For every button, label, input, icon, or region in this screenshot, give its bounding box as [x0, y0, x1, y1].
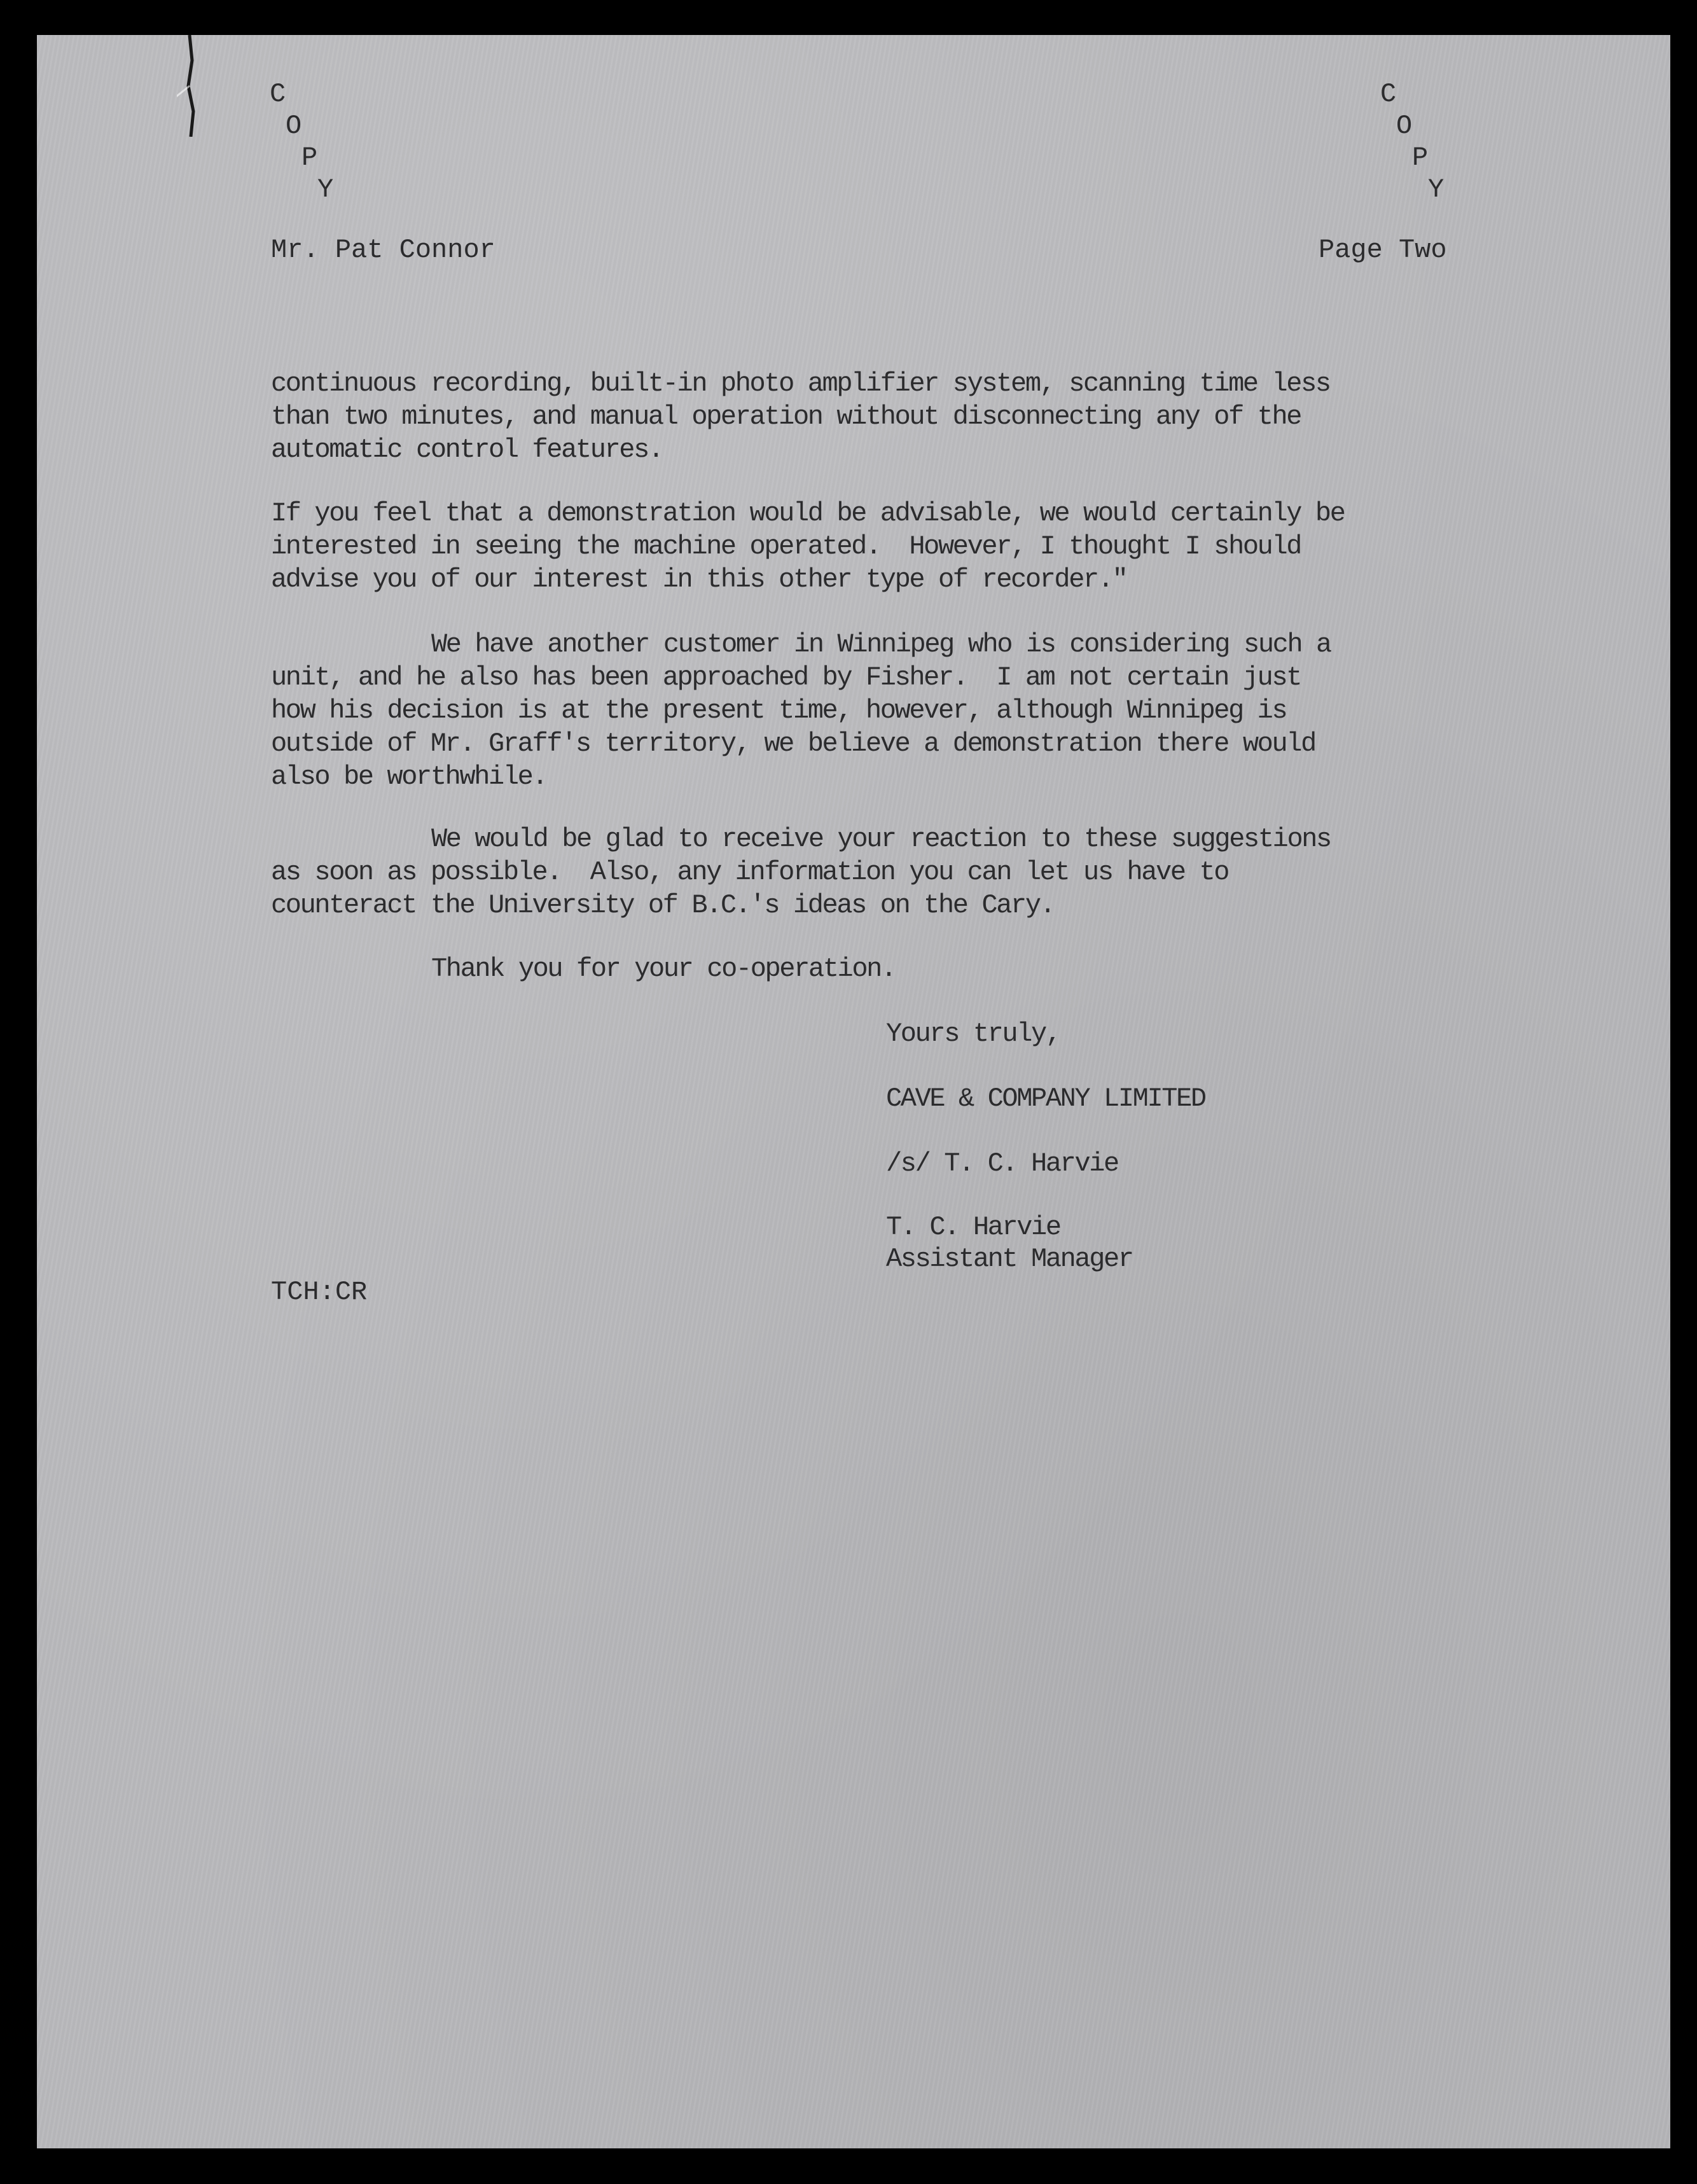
text-line: than two minutes, and manual operation without disconnecting any of the [271, 401, 1301, 432]
copy-letter: O [286, 111, 302, 141]
closing-thanks: Thank you for your co-operation. [431, 954, 896, 984]
text-line: If you feel that a demonstration would be advisable, we would certainly be [271, 498, 1345, 529]
text-line: automatic control features. [271, 435, 663, 465]
text-line: how his decision is at the present time, however, although Winnipeg is [271, 695, 1287, 726]
text-line: We would be glad to receive your reaction to these suggestions [431, 824, 1331, 854]
signer-name: T. C. Harvie [886, 1212, 1060, 1242]
company-name: CAVE & COMPANY LIMITED [886, 1083, 1205, 1114]
text-line: counteract the University of B.C.'s ideas on the Cary. [271, 890, 1055, 921]
copy-letter: C [1380, 79, 1397, 109]
text-line: also be worthwhile. [271, 762, 547, 792]
text-line: interested in seeing the machine operated. However, I thought I should [271, 531, 1301, 562]
signer-title: Assistant Manager [886, 1244, 1133, 1274]
text-line: continuous recording, built-in photo amplifier system, scanning time less [271, 368, 1330, 399]
addressee: Mr. Pat Connor [271, 235, 495, 265]
text-line: advise you of our interest in this other type of recorder." [271, 564, 1127, 595]
signature-line: /s/ T. C. Harvie [886, 1148, 1118, 1179]
staple-mark [177, 35, 215, 137]
copy-letter: C [270, 79, 286, 109]
copy-letter: Y [1428, 174, 1444, 205]
text-line: outside of Mr. Graff's territory, we believe a demonstration there would [271, 728, 1315, 759]
page-number: Page Two [1319, 235, 1447, 265]
text-line: as soon as possible. Also, any information you can let us have to [271, 857, 1229, 887]
copy-letter: O [1396, 111, 1413, 141]
copy-letter: Y [317, 174, 334, 205]
text-line: We have another customer in Winnipeg who is considering such a [431, 629, 1331, 660]
letter-page [37, 35, 1670, 2148]
text-line: unit, and he also has been approached by Fisher. I am not certain just [271, 662, 1301, 693]
reference-initials: TCH:CR [271, 1277, 368, 1307]
copy-letter: P [301, 143, 318, 173]
copy-letter: P [1412, 143, 1429, 173]
salutation: Yours truly, [886, 1019, 1060, 1049]
